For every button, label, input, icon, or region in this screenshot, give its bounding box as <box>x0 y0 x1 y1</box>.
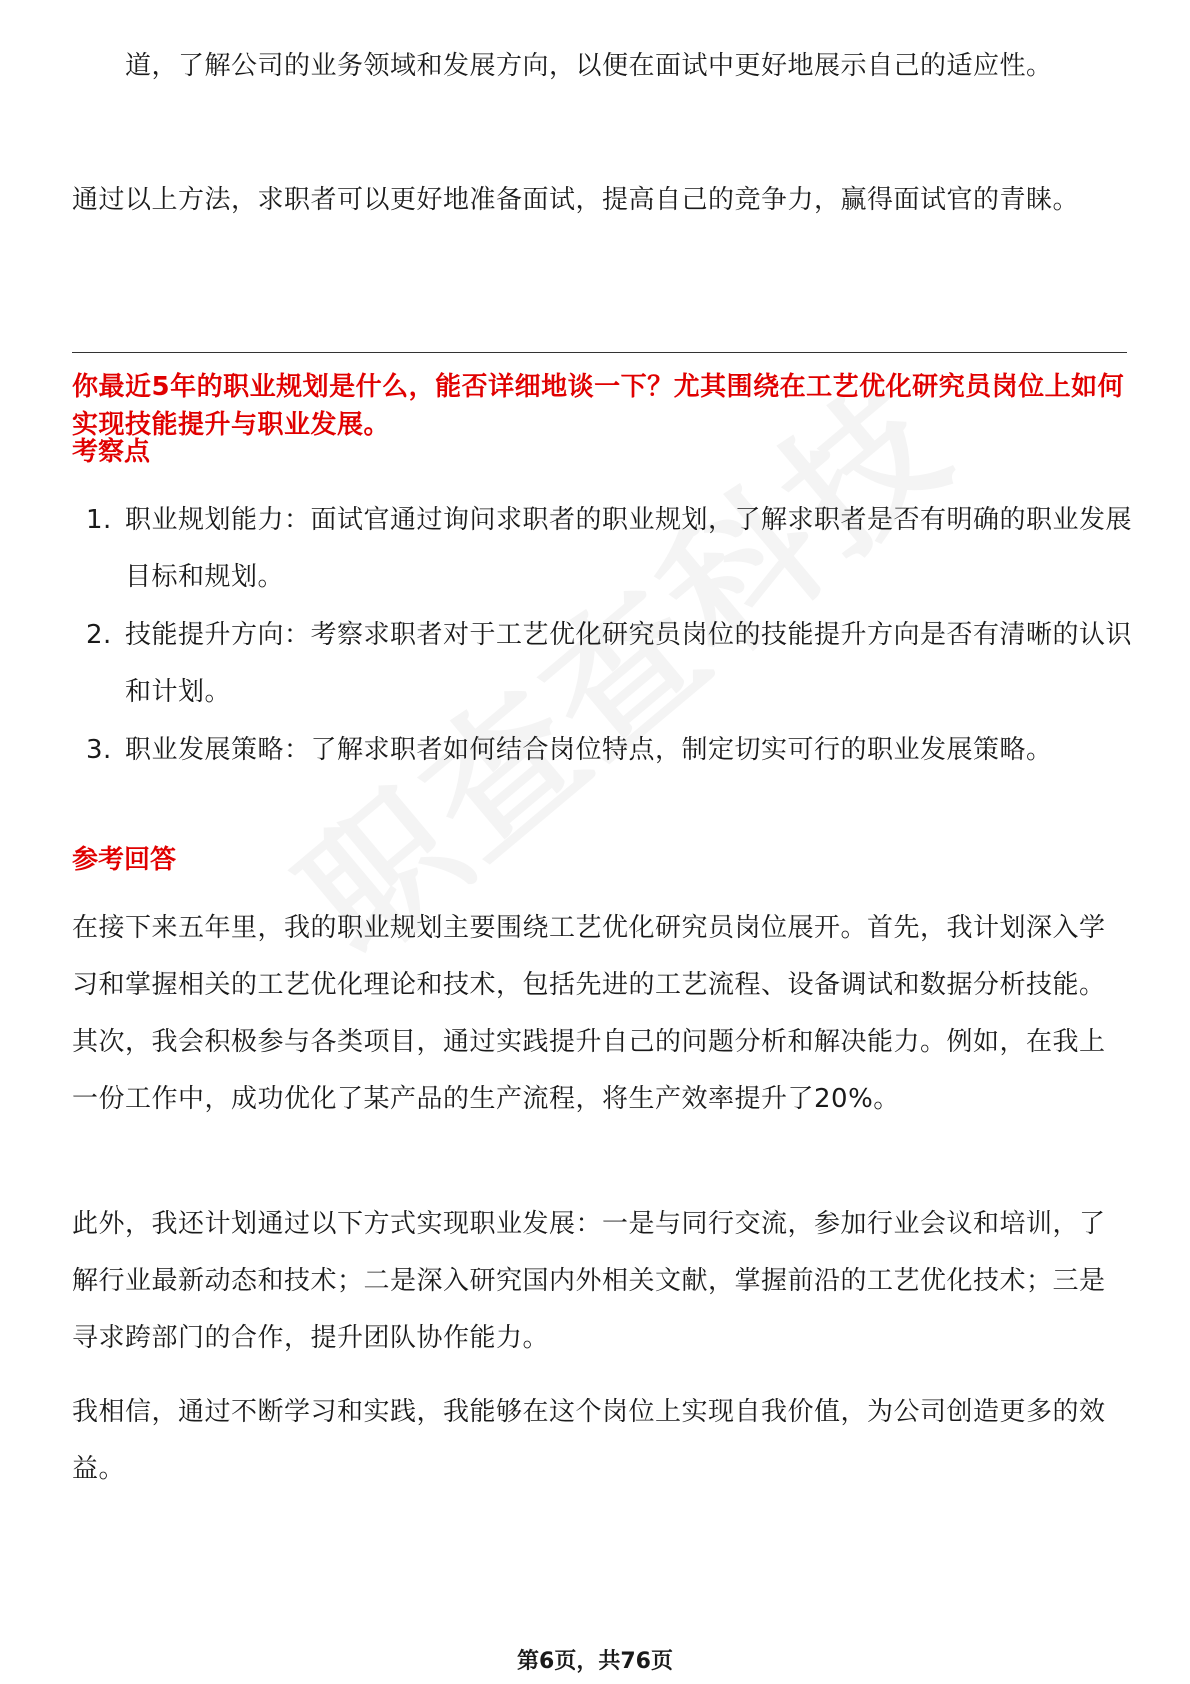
list-item-text: 职业发展策略：了解求职者如何结合岗位特点，制定切实可行的职业发展策略。 <box>125 735 1053 765</box>
page-number: 第6页，共76页 <box>517 1649 673 1674</box>
list-item-text: 技能提升方向：考察求职者对于工艺优化研究员岗位的技能提升方向是否有清晰的认识和计划。 <box>125 620 1133 707</box>
section-divider <box>72 352 1127 353</box>
list-item-text: 职业规划能力：面试官通过询问求职者的职业规划，了解求职者是否有明确的职业发展目标和规划。 <box>125 505 1133 592</box>
exam-points-list <box>72 492 1132 780</box>
intro-conclusion-text: 通过以上方法，求职者可以更好地准备面试，提高自己的竞争力，赢得面试官的青睐。 <box>72 185 1080 215</box>
list-item <box>72 722 1132 779</box>
reference-answer-heading: 参考回答 <box>72 845 177 875</box>
list-item <box>72 492 1132 606</box>
exam-points-heading: 考察点 <box>72 437 151 467</box>
answer-paragraph-1: 在接下来五年里，我的职业规划主要围绕工艺优化研究员岗位展开。首先，我计划深入学习和掌握相关的工艺优化理论和技术，包括先进的工艺流程、设备调试和数据分析技能。其次，我会积极参与各类项目，通过实践提升自己的问题分析和解决能力。例如，在我上一份工作中，成功优化了某产品的生产流程，将生产效率提升了20%。 <box>72 913 1106 1114</box>
interview-question: 你最近5年的职业规划是什么，能否详细地谈一下？尤其围绕在工艺优化研究员岗位上如何实现技能提升与职业发展。 <box>72 372 1125 440</box>
list-item-number: 2. <box>86 620 112 650</box>
intro-continued-text: 道，了解公司的业务领域和发展方向，以便在面试中更好地展示自己的适应性。 <box>125 51 1053 81</box>
list-item-number: 1. <box>86 505 112 535</box>
list-item-number: 3. <box>86 735 112 765</box>
list-item <box>72 607 1132 721</box>
answer-paragraph-3: 我相信，通过不断学习和实践，我能够在这个岗位上实现自我价值，为公司创造更多的效益。 <box>72 1397 1106 1484</box>
answer-paragraph-2: 此外，我还计划通过以下方式实现职业发展：一是与同行交流，参加行业会议和培训，了解行业最新动态和技术；二是深入研究国内外相关文献，掌握前沿的工艺优化技术；三是寻求跨部门的合作，提升团队协作能力。 <box>72 1209 1106 1353</box>
